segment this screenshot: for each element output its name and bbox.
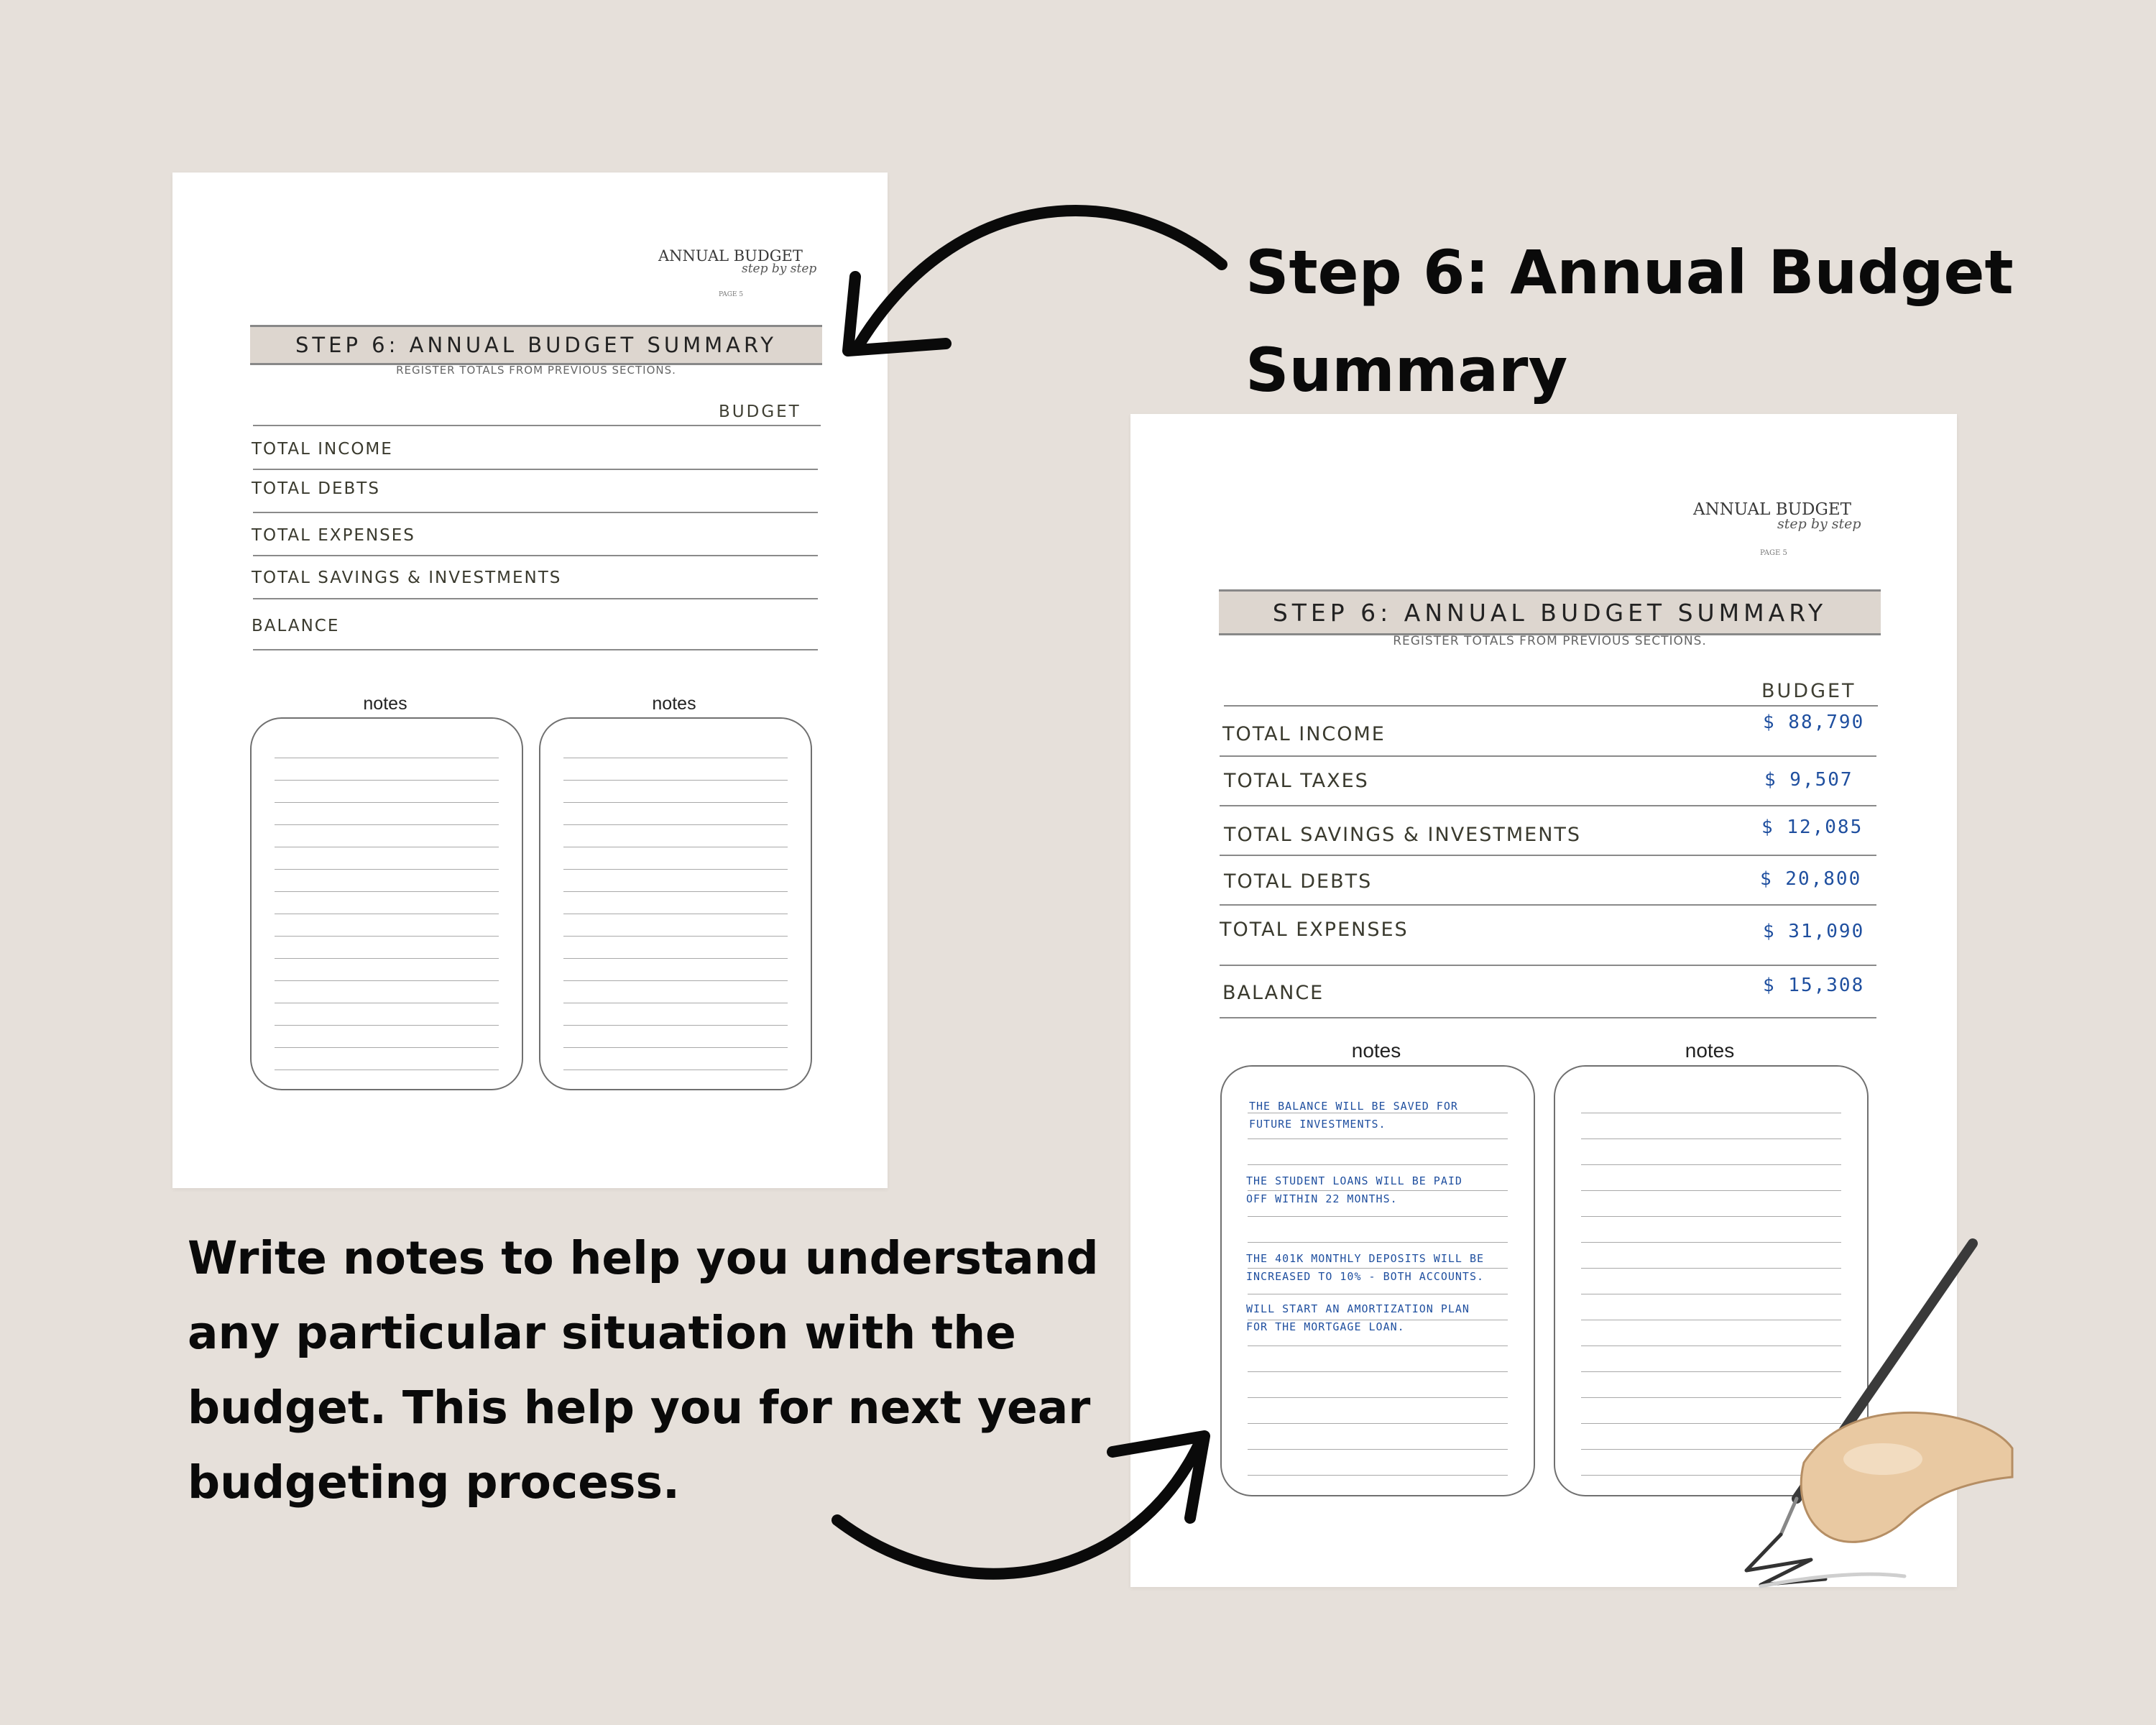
notes-label: notes — [1685, 1039, 1735, 1062]
row-total-debts: TOTAL DEBTS — [252, 479, 380, 498]
handwritten-note: FUTURE INVESTMENTS. — [1249, 1118, 1386, 1131]
row-total-expenses-value: $ 31,090 — [1763, 921, 1865, 942]
logo-script: step by step — [742, 262, 817, 276]
headline-line-2: Summary — [1245, 335, 1568, 405]
caption-line-2: any particular situation with the — [188, 1307, 1016, 1359]
caption-line-1: Write notes to help you understand — [188, 1232, 1099, 1284]
page-number: PAGE 5 — [719, 291, 744, 298]
notes-label: notes — [652, 694, 696, 714]
caption-line-3: budget. This help you for next year — [188, 1381, 1091, 1434]
row-total-taxes-value: $ 9,507 — [1764, 769, 1853, 791]
section-banner: STEP 6: ANNUAL BUDGET SUMMARY — [1219, 589, 1881, 635]
logo-title: ANNUAL BUDGET — [658, 247, 803, 264]
page-number: PAGE 5 — [1760, 549, 1787, 557]
curved-arrow-icon — [848, 211, 1222, 351]
handwritten-note: OFF WITHIN 22 MONTHS. — [1246, 1192, 1398, 1205]
row-balance-value: $ 15,308 — [1763, 975, 1865, 996]
row-total-income-value: $ 88,790 — [1763, 712, 1865, 733]
row-total-debts: TOTAL DEBTS — [1224, 870, 1373, 893]
row-total-debts-value: $ 20,800 — [1760, 868, 1862, 890]
row-total-taxes: TOTAL TAXES — [1224, 770, 1369, 792]
handwritten-note: THE STUDENT LOANS WILL BE PAID — [1246, 1174, 1462, 1187]
handwritten-note: FOR THE MORTGAGE LOAN. — [1246, 1320, 1405, 1333]
row-total-expenses: TOTAL EXPENSES — [1220, 919, 1409, 941]
notes-label: notes — [363, 694, 407, 714]
row-balance: BALANCE — [1222, 982, 1325, 1004]
headline-line-1: Step 6: Annual Budget — [1245, 237, 2014, 308]
logo-title: ANNUAL BUDGET — [1693, 500, 1851, 519]
handwritten-note: WILL START AN AMORTIZATION PLAN — [1246, 1302, 1470, 1315]
notes-label: notes — [1351, 1039, 1401, 1062]
row-total-expenses: TOTAL EXPENSES — [252, 526, 415, 545]
row-total-savings-value: $ 12,085 — [1761, 816, 1864, 838]
section-banner: STEP 6: ANNUAL BUDGET SUMMARY — [250, 325, 822, 365]
row-total-savings: TOTAL SAVINGS & INVESTMENTS — [1224, 824, 1582, 846]
row-total-savings: TOTAL SAVINGS & INVESTMENTS — [252, 569, 562, 587]
budget-column-header: BUDGET — [719, 402, 801, 421]
row-total-income: TOTAL INCOME — [252, 440, 393, 459]
row-total-income: TOTAL INCOME — [1222, 723, 1386, 745]
handwritten-note: THE BALANCE WILL BE SAVED FOR — [1249, 1100, 1458, 1113]
handwritten-note: INCREASED TO 10% - BOTH ACCOUNTS. — [1246, 1270, 1485, 1283]
curved-arrow-icon — [837, 1436, 1204, 1574]
logo-script: step by step — [1777, 516, 1861, 532]
hand-with-pen-icon — [1718, 1233, 2027, 1592]
row-balance: BALANCE — [252, 617, 340, 635]
section-subtitle: REGISTER TOTALS FROM PREVIOUS SECTIONS. — [396, 364, 676, 377]
handwritten-note: THE 401K MONTHLY DEPOSITS WILL BE — [1246, 1252, 1485, 1265]
caption-line-4: budgeting process. — [188, 1456, 680, 1509]
budget-column-header: BUDGET — [1761, 680, 1856, 702]
section-subtitle: REGISTER TOTALS FROM PREVIOUS SECTIONS. — [1393, 634, 1707, 648]
